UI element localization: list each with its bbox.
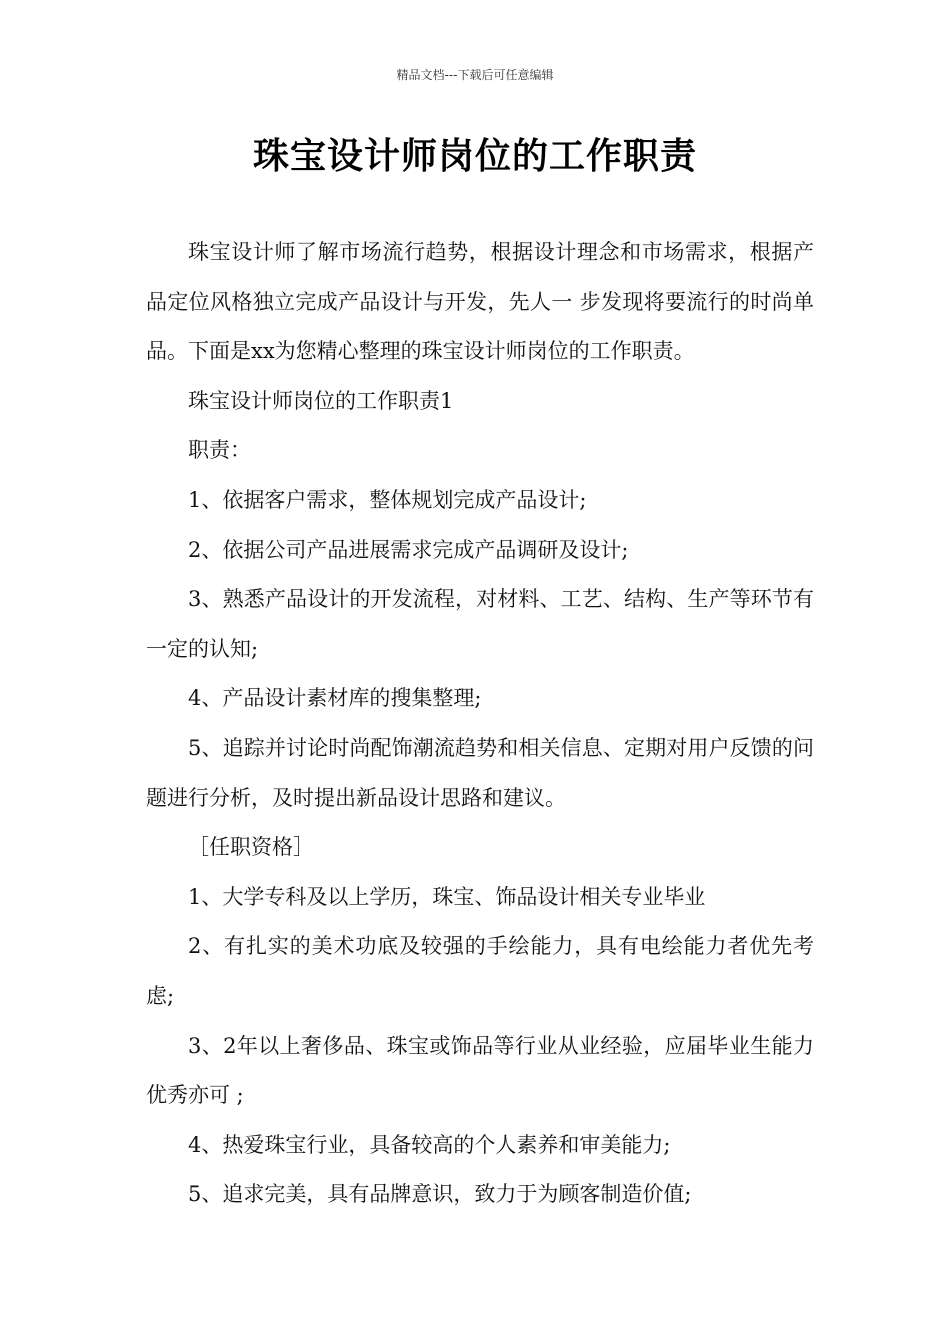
- qualification-item: 5、追求完美，具有品牌意识，致力于为顾客制造价值;: [188, 1182, 692, 1207]
- duty-item: 5、追踪并讨论时尚配饰潮流趋势和相关信息、定期对用户反馈的问题进行分析，及时提出新品设计思路和建议。: [146, 735, 814, 810]
- duties-label: 职责：: [188, 438, 251, 463]
- document-body: [146, 228, 814, 1220]
- qualification-item: 4、热爱珠宝行业，具备较高的个人素养和审美能力;: [188, 1132, 671, 1157]
- duty-item: 3、熟悉产品设计的开发流程，对材料、工艺、结构、生产等环节有一定的认知;: [146, 587, 814, 661]
- duty-item: 2、依据公司产品进展需求完成产品调研及设计;: [188, 537, 629, 562]
- qualification-item: 1、大学专科及以上学历，珠宝、饰品设计相关专业毕业: [188, 884, 706, 909]
- duty-item: 1、依据客户需求，整体规划完成产品设计;: [188, 487, 587, 512]
- section-heading: 珠宝设计师岗位的工作职责1: [188, 388, 454, 413]
- intro-paragraph: 珠宝设计师了解市场流行趋势，根据设计理念和市场需求，根据产品定位风格独立完成产品设计与开发，先人一 步发现将要流行的时尚单品。下面是xx为您精心整理的珠宝设计师岗位的工作职责。: [146, 240, 814, 364]
- qualification-item: 3、2年以上奢侈品、珠宝或饰品等行业从业经验，应届毕业生能力优秀亦可 ;: [146, 1033, 814, 1108]
- header-note: 精品文档---下载后可任意编辑: [396, 68, 554, 82]
- duty-item: 4、产品设计素材库的搜集整理;: [188, 686, 482, 711]
- qualification-item: 2、有扎实的美术功底及较强的手绘能力，具有电绘能力者优先考虑;: [146, 934, 814, 1008]
- qualifications-label: ［任职资格］: [188, 835, 314, 860]
- document-title: 珠宝设计师岗位的工作职责: [252, 136, 697, 177]
